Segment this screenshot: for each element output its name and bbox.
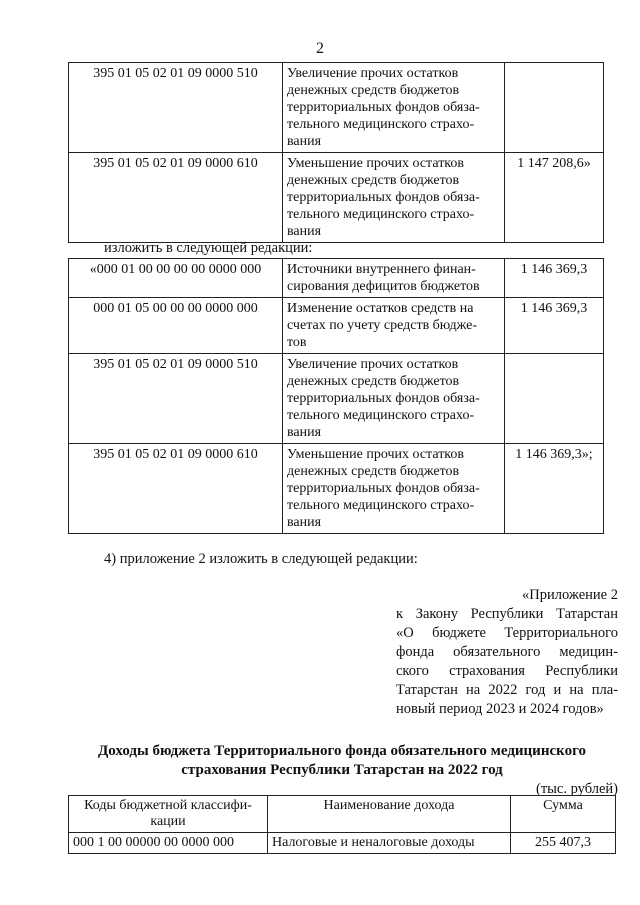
units-label: (тыс. рублей) [536, 781, 618, 797]
name-line: тельного медицинского страхо- [287, 408, 475, 423]
name-line: денежных средств бюджетов [287, 173, 460, 188]
page-number: 2 [316, 40, 324, 57]
name-line: территориальных фондов обяза- [287, 100, 480, 115]
budget-code-cell: 395 01 05 02 01 09 0000 510 [69, 63, 283, 153]
name-line: денежных средств бюджетов [287, 464, 460, 479]
item-name-cell [283, 153, 505, 243]
item-name-cell [283, 259, 505, 298]
item-name-cell [283, 298, 505, 354]
header-line: Коды бюджетной классифи- [84, 798, 252, 813]
name-line: территориальных фондов обяза- [287, 190, 480, 205]
name-line: счетах по учету средств бюдже- [287, 318, 478, 333]
name-line: территориальных фондов обяза- [287, 481, 480, 496]
budget-code-cell: 000 01 05 00 00 00 0000 000 [69, 298, 283, 354]
header-codes [69, 796, 268, 833]
budget-code-cell: 395 01 05 02 01 09 0000 610 [69, 444, 283, 534]
table-row [69, 444, 604, 534]
sum-cell: 255 407,3 [511, 833, 616, 854]
appendix-header [396, 586, 618, 719]
appendix-line: Татарстан на 2022 год и на пла- [396, 682, 618, 698]
sum-cell: 1 146 369,3 [505, 259, 604, 298]
sources-table-old [68, 62, 604, 243]
budget-code-cell: «000 01 00 00 00 00 0000 000 [69, 259, 283, 298]
appendix-line: «Приложение 2 [522, 587, 618, 603]
table-row [69, 259, 604, 298]
name-line: территориальных фондов обяза- [287, 391, 480, 406]
name-line: Источники внутреннего финан- [287, 262, 476, 277]
appendix-line: новый период 2023 и 2024 годов» [396, 701, 604, 717]
name-line: Изменение остатков средств на [287, 301, 474, 316]
item-name-cell: Налоговые и неналоговые доходы [268, 833, 511, 854]
name-line: вания [287, 224, 322, 239]
budget-code-cell: 395 01 05 02 01 09 0000 510 [69, 354, 283, 444]
sum-cell: 1 146 369,3 [505, 298, 604, 354]
sources-table-new [68, 258, 604, 534]
name-line: тов [287, 335, 307, 350]
item-name-cell [283, 63, 505, 153]
name-line: Уменьшение прочих остатков [287, 447, 465, 462]
name-line: тельного медицинского страхо- [287, 498, 475, 513]
header-line: кации [150, 814, 186, 829]
item-name-cell [283, 444, 505, 534]
name-line: Увеличение прочих остатков [287, 66, 459, 81]
appendix-line: фонда обязательного медицин- [396, 644, 618, 660]
table-row [69, 63, 604, 153]
income-table [68, 795, 616, 854]
table-header-row [69, 796, 616, 833]
title-line: Доходы бюджета Территориального фонда обязательного медицинского [97, 743, 587, 759]
item-4-text: 4) приложение 2 изложить в следующей редакции: [104, 551, 418, 567]
title-line: страхования Республики Татарстан на 2022 год [181, 762, 503, 778]
name-line: тельного медицинского страхо- [287, 207, 475, 222]
name-line: вания [287, 425, 322, 440]
income-title [68, 742, 616, 780]
name-line: сирования дефицитов бюджетов [287, 279, 480, 294]
budget-code-cell: 395 01 05 02 01 09 0000 610 [69, 153, 283, 243]
budget-code-cell: 000 1 00 00000 00 0000 000 [69, 833, 268, 854]
name-line: Увеличение прочих остатков [287, 357, 459, 372]
appendix-line: к Закону Республики Татарстан [396, 606, 618, 622]
header-income-name: Наименование дохода [268, 796, 511, 833]
name-line: тельного медицинского страхо- [287, 117, 475, 132]
intro-text: изложить в следующей редакции: [104, 240, 313, 256]
table-row [69, 298, 604, 354]
name-line: денежных средств бюджетов [287, 83, 460, 98]
sum-cell: 1 146 369,3»; [505, 444, 604, 534]
header-sum: Сумма [511, 796, 616, 833]
name-line: денежных средств бюджетов [287, 374, 460, 389]
table-row [69, 354, 604, 444]
appendix-line: «О бюджете Территориального [396, 625, 618, 641]
name-line: вания [287, 134, 322, 149]
sum-cell: 1 147 208,6» [505, 153, 604, 243]
name-line: вания [287, 515, 322, 530]
sum-cell [505, 354, 604, 444]
table-row [69, 153, 604, 243]
item-name-cell [283, 354, 505, 444]
name-line: Уменьшение прочих остатков [287, 156, 465, 171]
sum-cell [505, 63, 604, 153]
table-row [69, 833, 616, 854]
appendix-line: ского страхования Республики [396, 663, 618, 679]
